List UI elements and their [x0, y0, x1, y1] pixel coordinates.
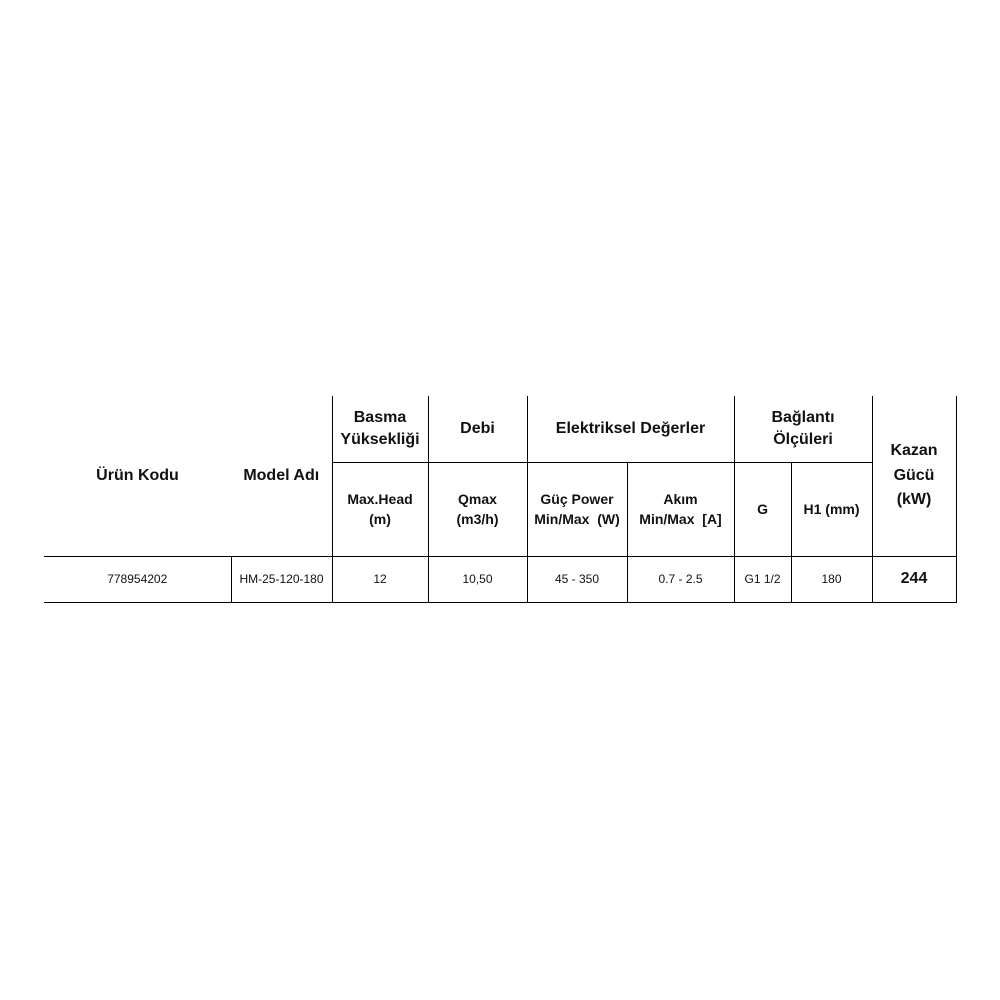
header-guc-power — [527, 463, 627, 557]
cell-akim: 0.7 - 2.5 — [627, 557, 734, 603]
header-model-adi: Model Adı — [231, 396, 332, 557]
table-row — [44, 557, 956, 603]
spec-table — [44, 396, 957, 603]
header-qmax — [428, 463, 527, 557]
cell-guc-power: 45 - 350 — [527, 557, 627, 603]
header-akim-line-1: Akım — [663, 490, 698, 507]
header-qmax-line-1: Qmax — [458, 490, 497, 507]
header-h1: H1 (mm) — [791, 463, 872, 557]
header-elektriksel-degerler: Elektriksel Değerler — [527, 396, 734, 463]
header-guc-line-1: Güç Power — [540, 490, 614, 507]
header-qmax-line-2: (m3/h) — [456, 510, 499, 527]
header-baglanti-olculeri — [734, 396, 872, 463]
header-baglanti-line-1: Bağlantı — [771, 408, 835, 426]
header-max-head — [332, 463, 428, 557]
header-akim-line-2: Min/Max [A] — [639, 510, 722, 527]
header-basma-line-2: Yüksekliği — [340, 431, 420, 448]
header-debi: Debi — [428, 396, 527, 463]
header-urun-kodu: Ürün Kodu — [96, 466, 179, 484]
header-kazan-gucu — [872, 396, 956, 557]
cell-urun-kodu: 778954202 — [44, 557, 231, 603]
header-g: G — [734, 463, 791, 557]
cell-h1: 180 — [791, 557, 872, 603]
cell-model-adi: HM-25-120-180 — [231, 557, 332, 603]
header-baglanti-line-2: Ölçüleri — [773, 431, 833, 448]
header-guc-line-2: Min/Max (W) — [534, 510, 620, 527]
header-basma-yuksekligi — [332, 396, 428, 463]
header-basma-line-1: Basma — [353, 408, 407, 426]
header-max-head-line-1: Max.Head — [347, 490, 413, 507]
header-max-head-line-2: (m) — [369, 510, 391, 527]
cell-max-head: 12 — [332, 557, 428, 603]
cell-qmax: 10,50 — [428, 557, 527, 603]
header-row-group — [44, 396, 956, 463]
header-kazan-line-3: (kW) — [896, 491, 932, 509]
header-kazan-line-1: Kazan — [890, 441, 938, 459]
header-kazan-line-2: Gücü — [893, 466, 935, 484]
cell-g: G1 1/2 — [734, 557, 791, 603]
header-akim — [627, 463, 734, 557]
cell-kazan-gucu: 244 — [872, 557, 956, 603]
